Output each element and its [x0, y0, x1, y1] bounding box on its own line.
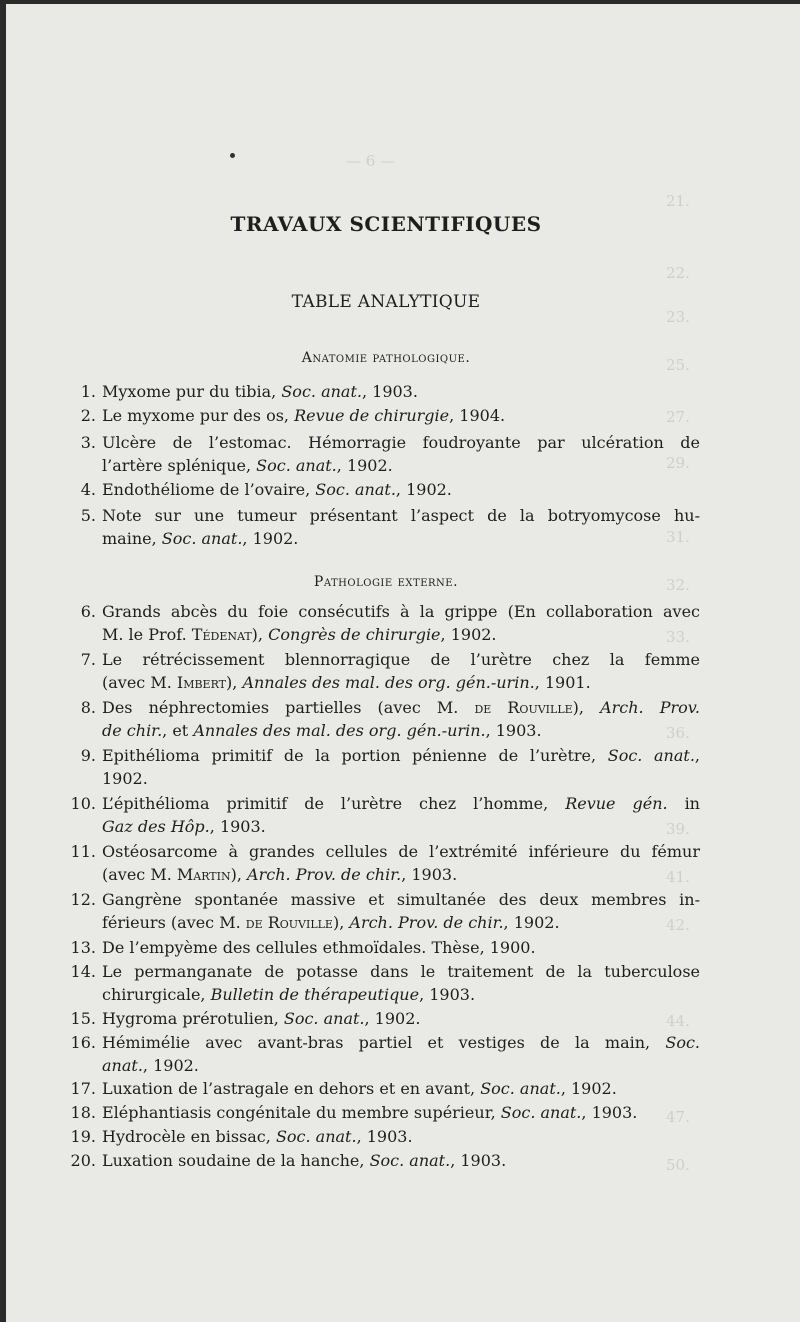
entry-number: 11. — [70, 842, 96, 861]
section-heading-pathologie: Pathologie externe. — [313, 574, 459, 590]
entry-number: 7. — [80, 650, 96, 669]
entry-number: 2. — [80, 406, 96, 425]
entry-text-line1: Ostéosarcome à grandes cellules de l’extrémité inférieure du fémur — [102, 842, 700, 861]
entry-number: 12. — [70, 890, 96, 909]
entry-text-line2: M. le Prof. Tédenat), Congrès de chirurgie, 1902. — [102, 625, 497, 644]
entry-text-line1: Grands abcès du foie consécutifs à la grippe (En collaboration avec — [102, 602, 700, 621]
entry-number: 13. — [70, 938, 96, 957]
document-page — [6, 4, 800, 1322]
entry-number: 9. — [80, 746, 96, 765]
entry-text-line2: (avec M. Martin), Arch. Prov. de chir., 1903. — [102, 865, 458, 884]
entry-text-line2: férieurs (avec M. de Rouville), Arch. Prov. de chir., 1902. — [102, 913, 560, 932]
ink-dot — [230, 153, 235, 158]
entry-text-line1: Note sur une tumeur présentant l’aspect de la botryomycose hu- — [102, 506, 700, 525]
entry-text-line1: De l’empyème des cellules ethmoïdales. Thèse, 1900. — [102, 938, 536, 957]
entry-text-line2: chirurgicale, Bulletin de thérapeutique, 1903. — [102, 985, 476, 1004]
entry-number: 18. — [70, 1103, 96, 1122]
entry-number: 5. — [80, 506, 96, 525]
entry-text-line2: 1902. — [102, 769, 148, 788]
entry-text-line1: Hydrocèle en bissac, Soc. anat., 1903. — [102, 1127, 413, 1146]
entry-number: 16. — [70, 1033, 96, 1052]
entry-text-line1: Le myxome pur des os, Revue de chirurgie, 1904. — [102, 406, 506, 425]
page-subtitle: TABLE ANALYTIQUE — [291, 292, 481, 312]
entry-number: 19. — [70, 1127, 96, 1146]
entry-text-line1: Le rétrécissement blennorragique de l’urètre chez la femme — [102, 650, 700, 669]
entry-text-line1: L’épithélioma primitif de l’urètre chez l’homme, Revue gén. in — [102, 794, 700, 813]
entry-text-line1: Hémimélie avec avant-bras partiel et vestiges de la main, Soc. — [102, 1033, 700, 1052]
entry-text-line1: Le permanganate de potasse dans le traitement de la tuberculose — [102, 962, 700, 981]
entry-number: 17. — [70, 1079, 96, 1098]
entry-number: 3. — [80, 433, 96, 452]
entry-number: 1. — [80, 382, 96, 401]
entry-number: 20. — [70, 1151, 96, 1170]
entry-number: 4. — [80, 480, 96, 499]
entry-text-line2: Gaz des Hôp., 1903. — [102, 817, 266, 836]
entry-text-line1: Luxation de l’astragale en dehors et en avant, Soc. anat., 1902. — [102, 1079, 617, 1098]
entry-number: 15. — [70, 1009, 96, 1028]
entry-text-line1: Luxation soudaine de la hanche, Soc. anat., 1903. — [102, 1151, 507, 1170]
section-heading-anatomie: Anatomie pathologique. — [301, 350, 471, 366]
entry-number: 6. — [80, 602, 96, 621]
entry-text-line2: l’artère splénique, Soc. anat., 1902. — [102, 456, 393, 475]
entry-text-line1: Des néphrectomies partielles (avec M. de Rouville), Arch. Prov. — [102, 698, 700, 717]
entry-text-line1: Ulcère de l’estomac. Hémorragie foudroyante par ulcération de — [102, 433, 700, 452]
page-title: TRAVAUX SCIENTIFIQUES — [230, 212, 542, 236]
entry-text-line1: Myxome pur du tibia, Soc. anat., 1903. — [102, 382, 418, 401]
entry-text-line1: Eléphantiasis congénitale du membre supérieur, Soc. anat., 1903. — [102, 1103, 638, 1122]
entry-number: 14. — [70, 962, 96, 981]
entry-text-line2: maine, Soc. anat., 1902. — [102, 529, 299, 548]
entry-text-line1: Endothéliome de l’ovaire, Soc. anat., 1902. — [102, 480, 452, 499]
entry-text-line2: anat., 1902. — [102, 1056, 199, 1075]
entry-text-line1: Hygroma prérotulien, Soc. anat., 1902. — [102, 1009, 421, 1028]
entry-text-line1: Epithélioma primitif de la portion pénienne de l’urètre, Soc. anat., — [102, 746, 701, 765]
entry-number: 10. — [70, 794, 96, 813]
entry-text-line2: (avec M. Imbert), Annales des mal. des org. gén.-urin., 1901. — [102, 673, 591, 692]
entry-text-line1: Gangrène spontanée massive et simultanée des deux membres in- — [102, 890, 700, 909]
entry-text-line2: de chir., et Annales des mal. des org. gén.-urin., 1903. — [102, 721, 542, 740]
entry-number: 8. — [80, 698, 96, 717]
bleed-through: — 6 — 21. 22. 23. 25. 27. 29. 31. 32. 33. 36. 39. 41. 42. 44. 47. 50. — [346, 152, 690, 1174]
